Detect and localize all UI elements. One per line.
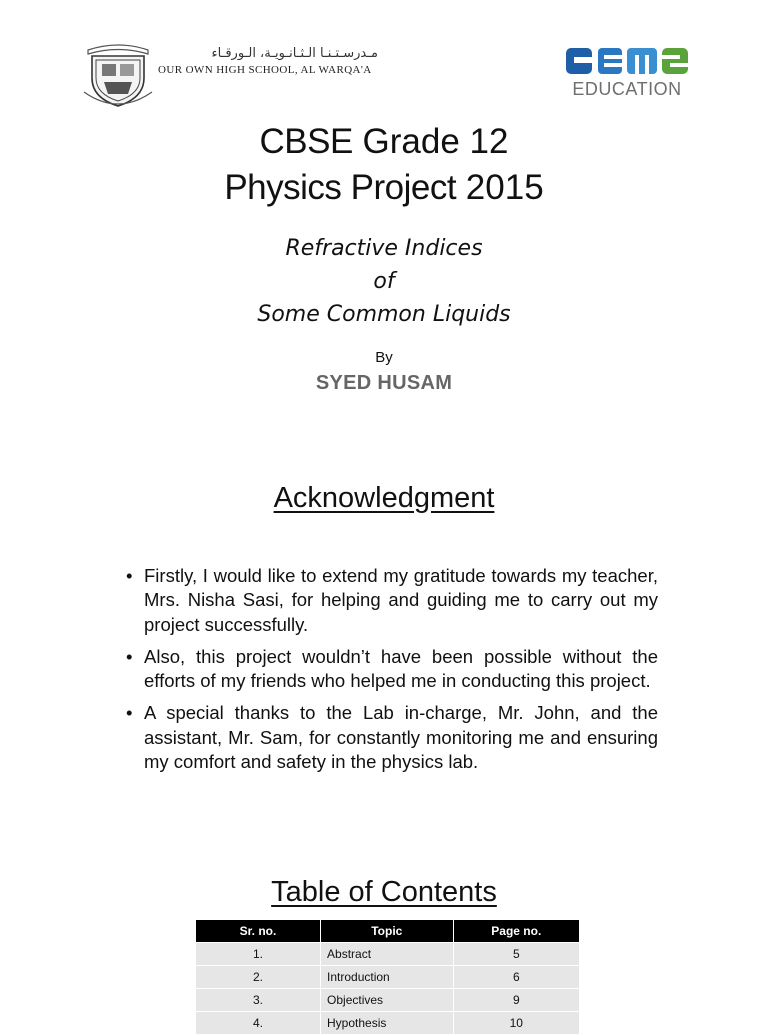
list-item: • Also, this project wouldn’t have been possible without the efforts of my friends who helped me in conducting this project.: [126, 645, 658, 694]
acknowledgment-list: [126, 564, 658, 782]
list-item: • A special thanks to the Lab in-charge, Mr. John, and the assistant, Mr. Sam, for constantly monitoring me and ensuring my comfort and safety in the physics lab.: [126, 701, 658, 774]
title-physics-project: Physics Project: [224, 168, 456, 207]
column-header-topic: Topic: [321, 920, 454, 943]
subtitle-line-2: of: [0, 265, 768, 298]
subtitle-line-3: Some Common Liquids: [0, 298, 768, 331]
cell-sr-no: 2.: [196, 966, 321, 989]
school-crest-icon: [82, 42, 154, 110]
school-name-arabic: مـدرسـتـنـا الـثـانـويـة، الـورقـاء: [158, 46, 378, 62]
cell-page-no: 10: [453, 1012, 579, 1034]
school-name-english: OUR OWN HIGH SCHOOL, AL WARQA'A: [158, 64, 378, 76]
cell-page-no: 5: [453, 943, 579, 966]
cell-topic: Objectives: [321, 989, 454, 1012]
cell-sr-no: 3.: [196, 989, 321, 1012]
acknowledgment-text: A special thanks to the Lab in-charge, Mr. John, and the assistant, Mr. Sam, for constantly monitoring me and ensuring my comfort and safety in the physics lab.: [144, 702, 658, 772]
table-header-row: [196, 920, 579, 943]
acknowledgment-heading: Acknowledgment: [0, 482, 768, 515]
school-name-block: [158, 46, 378, 76]
toc-table: [196, 920, 579, 1034]
cell-topic: Abstract: [321, 943, 454, 966]
table-row: [196, 989, 579, 1012]
acknowledgment-text: Firstly, I would like to extend my gratitude towards my teacher, Mrs. Nisha Sasi, for helping and guiding me to carry out my project successfully.: [144, 565, 658, 635]
author-name: SYED HUSAM: [0, 372, 768, 395]
title-year: 2015: [456, 168, 544, 207]
table-row: [196, 943, 579, 966]
title-line-1: [0, 122, 768, 162]
title-grade: Grade 12: [353, 122, 509, 161]
title-cbse: CBSE: [260, 122, 353, 161]
toc-heading: Table of Contents: [0, 876, 768, 909]
cell-topic: Introduction: [321, 966, 454, 989]
by-label: By: [0, 349, 768, 366]
cell-sr-no: 1.: [196, 943, 321, 966]
acknowledgment-text: Also, this project wouldn’t have been possible without the efforts of my friends who helped me in conducting this project.: [144, 646, 658, 691]
cell-sr-no: 4.: [196, 1012, 321, 1034]
gems-logo-icon: [564, 45, 690, 77]
column-header-page-no: Page no.: [453, 920, 579, 943]
cell-page-no: 9: [453, 989, 579, 1012]
table-row: [196, 966, 579, 989]
table-row: [196, 1012, 579, 1034]
subtitle-line-1: Refractive Indices: [0, 232, 768, 265]
cell-topic: Hypothesis: [321, 1012, 454, 1034]
list-item: • Firstly, I would like to extend my gratitude towards my teacher, Mrs. Nisha Sasi, for helping and guiding me to carry out my project successfully.: [126, 564, 658, 637]
title-line-2: [0, 168, 768, 208]
column-header-sr-no: Sr. no.: [196, 920, 321, 943]
gems-education-label: EDUCATION: [564, 79, 690, 100]
cell-page-no: 6: [453, 966, 579, 989]
project-subtitle: [0, 232, 768, 331]
